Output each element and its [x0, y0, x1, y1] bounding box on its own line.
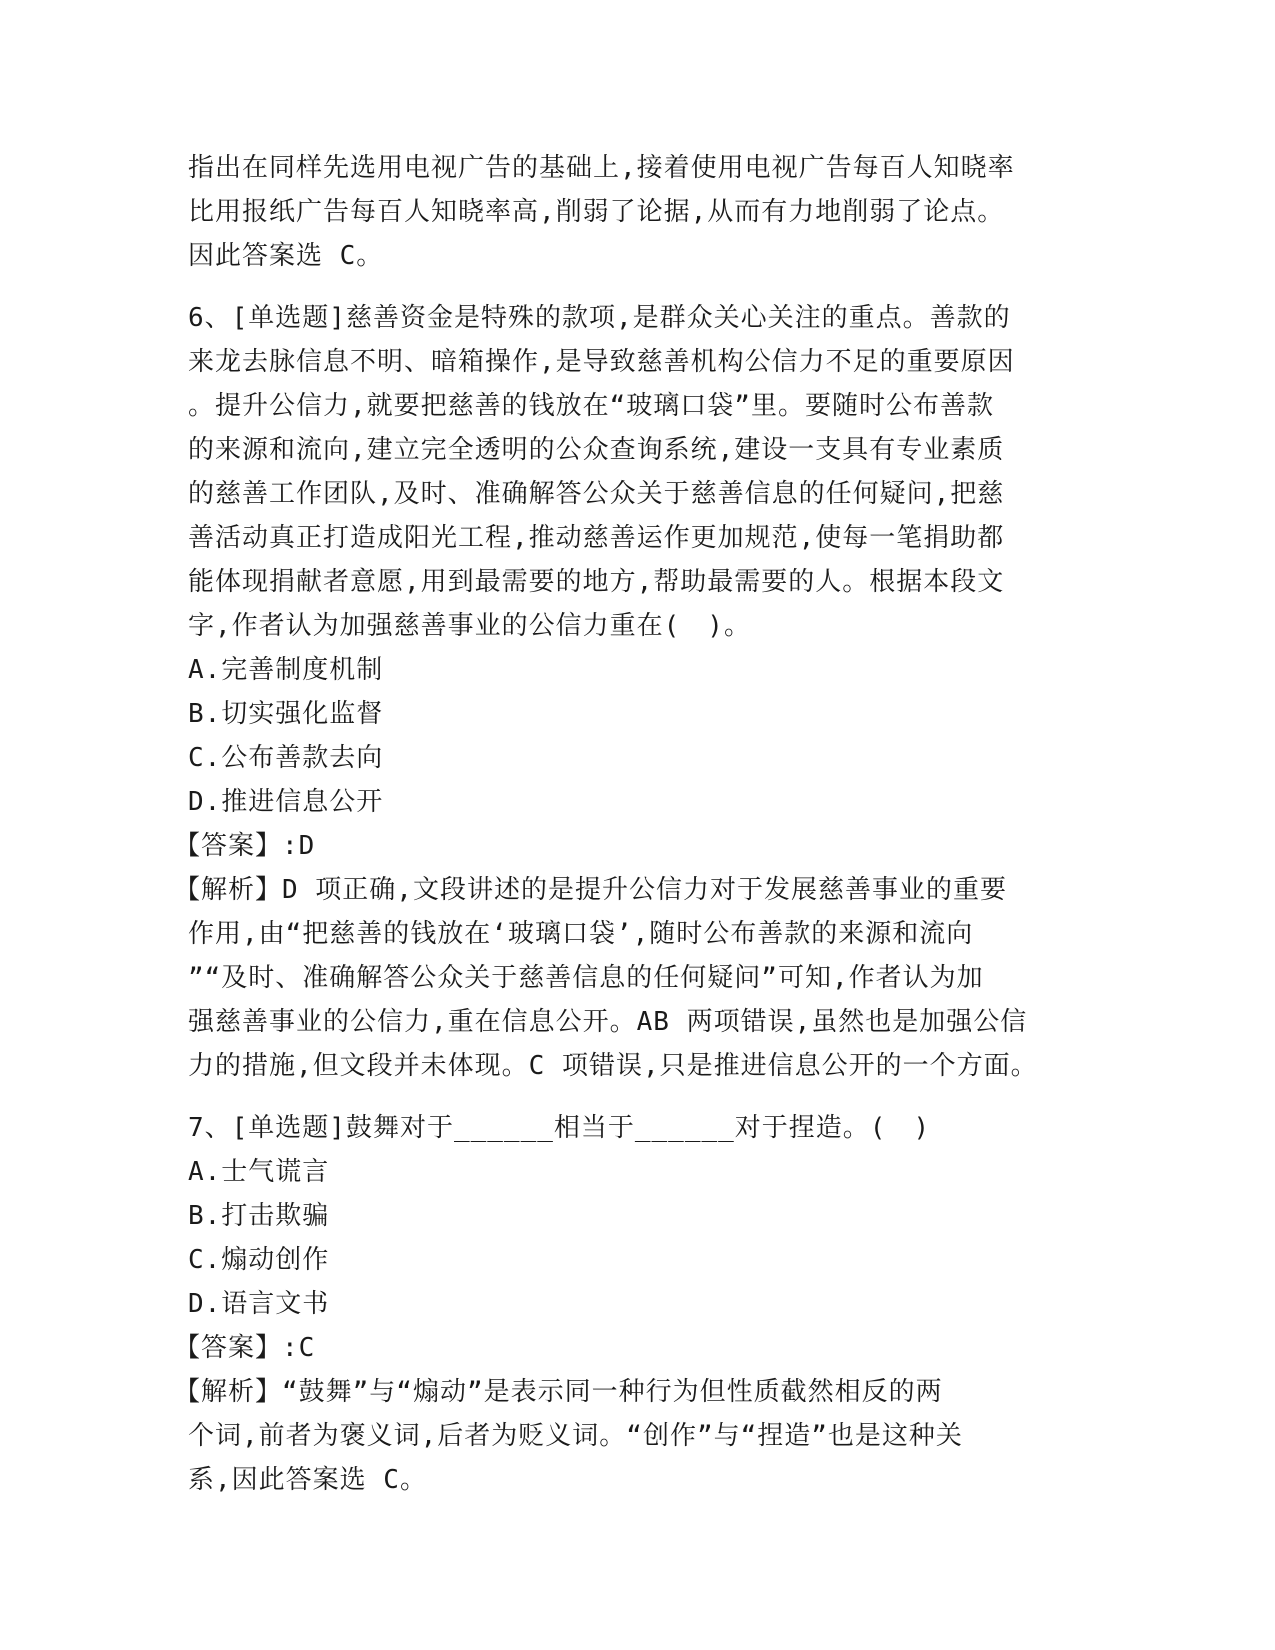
option-c: C.煽动创作 [188, 1245, 330, 1275]
question-stem-line: 的慈善工作团队,及时、准确解答公众关于慈善信息的任何疑问,把慈 [188, 479, 1005, 509]
spacer [188, 278, 1088, 296]
analysis-line: 作用,由“把慈善的钱放在‘玻璃口袋’,随时公布善款的来源和流向 [188, 919, 974, 949]
option-b: B.切实强化监督 [188, 699, 384, 729]
question-stem-line: 的来源和流向,建立完全透明的公众查询系统,建设一支具有专业素质 [188, 435, 1005, 465]
option-a: A.完善制度机制 [188, 655, 384, 685]
analysis-line: 个词,前者为褒义词,后者为贬义词。“创作”与“捏造”也是这种关 [188, 1421, 963, 1451]
analysis-line: 强慈善事业的公信力,重在信息公开。AB 两项错误,虽然也是加强公信 [188, 1007, 1028, 1037]
question-6 [174, 296, 1088, 1088]
option-d: D.语言文书 [188, 1289, 330, 1319]
option-b: B.打击欺骗 [188, 1201, 330, 1231]
text-line: 因此答案选 C。 [188, 241, 384, 271]
analysis-line: 力的措施,但文段并未体现。C 项错误,只是推进信息公开的一个方面。 [188, 1051, 1038, 1081]
question-stem-line: 善活动真正打造成阳光工程,推动慈善运作更加规范,使每一笔捐助都 [188, 523, 1005, 553]
answer-label: 【答案】:D [174, 831, 316, 861]
analysis-line: 【解析】D 项正确,文段讲述的是提升公信力对于发展慈善事业的重要 [174, 875, 1007, 905]
intro-paragraph [188, 146, 1088, 278]
question-stem-line: 来龙去脉信息不明、暗箱操作,是导致慈善机构公信力不足的重要原因 [188, 347, 1015, 377]
analysis-line: ”“及时、准确解答公众关于慈善信息的任何疑问”可知,作者认为加 [188, 963, 984, 993]
question-stem-line: 6、[单选题]慈善资金是特殊的款项,是群众关心关注的重点。善款的 [188, 303, 1011, 333]
question-stem-line: 能体现捐献者意愿,用到最需要的地方,帮助最需要的人。根据本段文 [188, 567, 1005, 597]
question-stem-line: 。提升公信力,就要把慈善的钱放在“玻璃口袋”里。要随时公布善款 [188, 391, 994, 421]
question-stem-line: 字,作者认为加强慈善事业的公信力重在( )。 [188, 611, 751, 641]
option-d: D.推进信息公开 [188, 787, 384, 817]
answer-label: 【答案】:C [174, 1333, 316, 1363]
text-line: 指出在同样先选用电视广告的基础上,接着使用电视广告每百人知晓率 [188, 153, 1015, 183]
option-a: A.士气谎言 [188, 1157, 330, 1187]
analysis-line: 系,因此答案选 C。 [188, 1465, 427, 1495]
text-line: 比用报纸广告每百人知晓率高,削弱了论据,从而有力地削弱了论点。 [188, 197, 1005, 227]
option-c: C.公布善款去向 [188, 743, 384, 773]
question-7 [174, 1106, 1088, 1502]
analysis-line: 【解析】“鼓舞”与“煽动”是表示同一种行为但性质截然相反的两 [174, 1377, 943, 1407]
spacer [188, 1088, 1088, 1106]
question-stem-line: 7、[单选题]鼓舞对于______相当于______对于捏造。( ) [188, 1113, 931, 1143]
document-page [174, 146, 1088, 1502]
